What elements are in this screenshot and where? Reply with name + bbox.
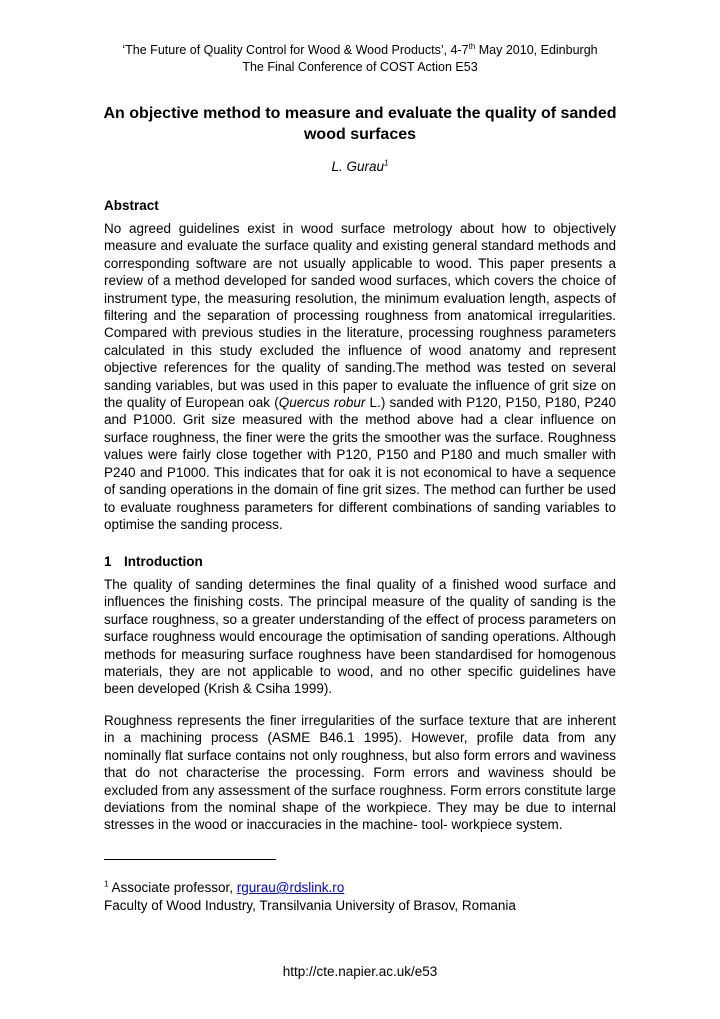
footnote-position: Associate professor,	[108, 880, 237, 895]
conference-header-line2: The Final Conference of COST Action E53	[242, 60, 478, 74]
species-name: Quercus robur	[278, 395, 366, 411]
conference-date-location: May 2010, Edinburgh	[475, 43, 598, 57]
section-title: Introduction	[124, 554, 203, 569]
author-footnote-marker: 1	[384, 158, 389, 168]
conference-header-line1	[0, 42, 720, 59]
paper-title: An objective method to measure and evaluate the quality of sanded wood surfaces	[103, 105, 617, 143]
author-email-link[interactable]: rgurau@rdslink.ro	[236, 880, 345, 895]
author-name: L. Gurau	[331, 159, 385, 174]
conference-header	[0, 42, 720, 76]
introduction-paragraph-2: Roughness represents the finer irregularities of the surface texture that are inherent in a machining process (ASME B46.1 1995). However, profile data from any nominally flat surface contains not only roughness, but also form errors and waviness that do not characterise the processing. Form errors and waviness should be excluded from any assessment of the surface roughness. Form errors constitute large deviations from the nominal shape of the workpiece. They may be due to internal stresses in the wood or inaccuracies in the machine- tool- workpiece system.	[104, 713, 616, 833]
footer-url: http://cte.napier.ac.uk/e53	[282, 964, 438, 979]
footnote	[104, 879, 644, 914]
abstract-text-part1: No agreed guidelines exist in wood surface metrology about how to objectively measure and evaluate the surface quality and existing general standard methods and corresponding software are not usually applicable to wood. This paper presents a review of a method developed for sanded wood surfaces, which covers the choice of instrument type, the measuring resolution, the minimum evaluation length, aspects of filtering and the separation of processing roughness from anatomical irregularities. Compared with previous studies in the literature, processing roughness parameters calculated in this study excluded the influence of wood anatomy and represent objective references for the quality of sanding.The method was tested on several sanding variables, but was used in this paper to evaluate the influence of grit size on the quality of European oak (	[104, 221, 616, 411]
footnote-divider	[104, 859, 276, 860]
paper-author	[0, 158, 720, 176]
footnote-affiliation: Faculty of Wood Industry, Transilvania University of Brasov, Romania	[104, 897, 516, 913]
footnote-marker: 1	[104, 879, 109, 889]
introduction-paragraph-1: The quality of sanding determines the final quality of a finished wood surface and influences the finishing costs. The principal measure of the quality of sanding is the surface roughness, so a greater understanding of the effect of process parameters on surface roughness would encourage the optimisation of sanding operations. Although methods for measuring surface roughness have been standardised for homogenous materials, they are not applicable to wood, and no other specific guidelines have been developed (Krish & Csiha 1999).	[104, 577, 616, 697]
introduction-heading	[104, 553, 203, 571]
date-ordinal-sup: th	[468, 41, 476, 51]
conference-name: ‘The Future of Quality Control for Wood & Wood Products’, 4-7	[122, 43, 469, 57]
footnote-line1	[104, 879, 644, 897]
section-number: 1	[104, 554, 112, 569]
abstract-text	[104, 220, 616, 533]
abstract-text-part2: L.) sanded with P120, P150, P180, P240 and P1000. Grit size measured with the method above had a clear influence on surface roughness, the finer were the grits the smoother was the surface. Roughness values were fairly close together with P120, P150 and P180 and much smaller with P240 and P1000. This indicates that for oak it is not economical to have a sequence of sanding operations in the domain of fine grit sizes. The method can further be used to evaluate roughness parameters for different combinations of sanding variables to optimise the sanding process.	[104, 395, 616, 532]
abstract-heading: Abstract	[104, 198, 159, 213]
